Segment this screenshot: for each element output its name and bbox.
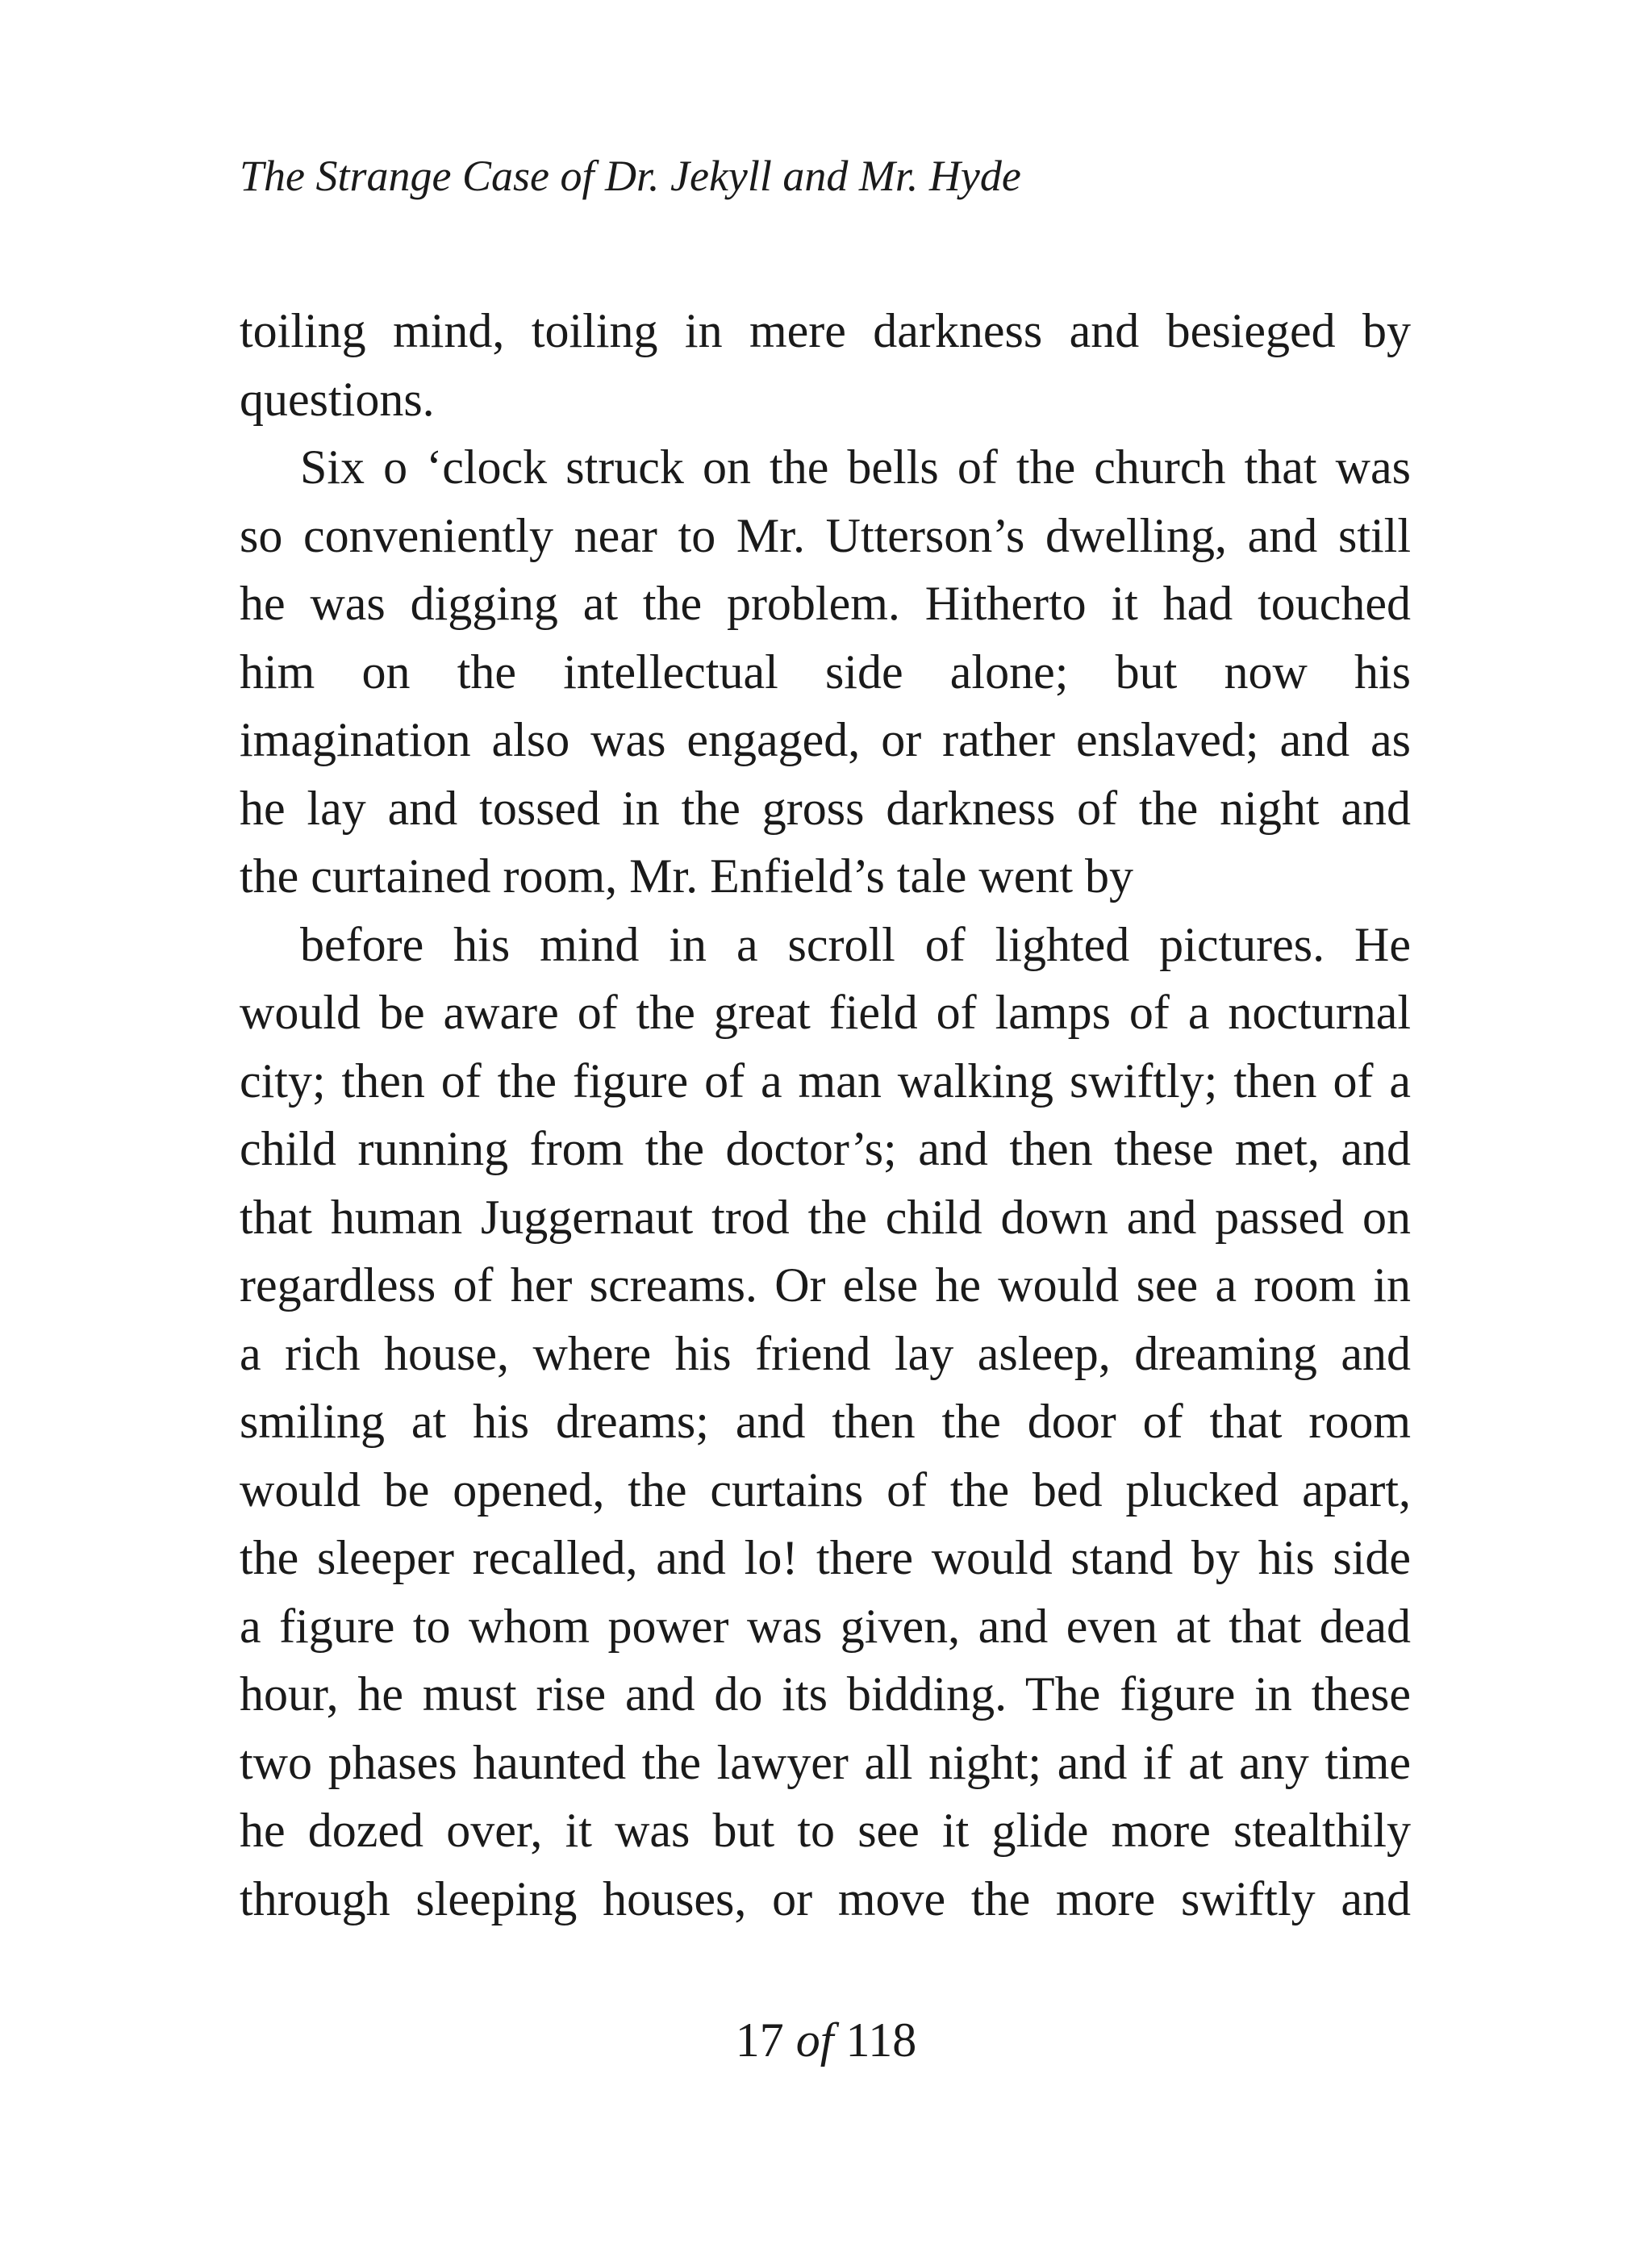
text-line: imagination also was engaged, or rather enslaved; and as	[240, 713, 1411, 766]
text-line: hour, he must rise and do its bidding. The figure in these	[240, 1667, 1411, 1721]
text-line: he lay and tossed in the gross darkness of the night and	[240, 781, 1411, 835]
text-line: he was digging at the problem. Hitherto it had touched	[240, 577, 1411, 630]
text-line: toiling mind, toiling in mere darkness and besieged by	[240, 304, 1411, 357]
running-title: The Strange Case of Dr. Jekyll and Mr. Hyde	[240, 152, 1021, 200]
text-line: questions.	[240, 372, 435, 426]
page-of-label: of	[795, 2013, 834, 2067]
text-line: that human Juggernaut trod the child down and passed on	[240, 1190, 1411, 1244]
text-line: so conveniently near to Mr. Utterson’s dwelling, and still	[240, 508, 1411, 562]
text-line: smiling at his dreams; and then the door of that room	[240, 1395, 1411, 1448]
text-line: would be aware of the great field of lamps of a nocturnal	[240, 986, 1411, 1039]
text-line: a figure to whom power was given, and even at that dead	[240, 1599, 1411, 1653]
text-line: city; then of the figure of a man walking swiftly; then of a	[240, 1053, 1411, 1108]
text-line: two phases haunted the lawyer all night; and if at any time	[240, 1735, 1411, 1789]
text-line: the sleeper recalled, and lo! there would stand by his side	[240, 1531, 1411, 1584]
text-line: Six o ‘clock struck on the bells of the church that was	[300, 440, 1411, 494]
body-text	[240, 297, 1411, 1933]
total-page-count: 118	[845, 2013, 917, 2067]
text-line: child running from the doctor’s; and then these met, and	[240, 1122, 1411, 1175]
text-line: the curtained room, Mr. Enfield’s tale went by	[240, 849, 1134, 903]
text-line: he dozed over, it was but to see it glide more stealthily	[240, 1804, 1411, 1857]
text-line: through sleeping houses, or move the more swiftly and	[240, 1871, 1411, 1925]
text-line: a rich house, where his friend lay asleep, dreaming and	[240, 1326, 1411, 1380]
page-number	[0, 2012, 1652, 2068]
text-line: before his mind in a scroll of lighted pictures. He	[300, 917, 1411, 971]
text-line: him on the intellectual side alone; but now his	[240, 645, 1411, 699]
text-line: regardless of her screams. Or else he would see a room in	[240, 1258, 1411, 1312]
current-page-number: 17	[735, 2013, 784, 2067]
text-line: would be opened, the curtains of the bed plucked apart,	[240, 1462, 1411, 1517]
